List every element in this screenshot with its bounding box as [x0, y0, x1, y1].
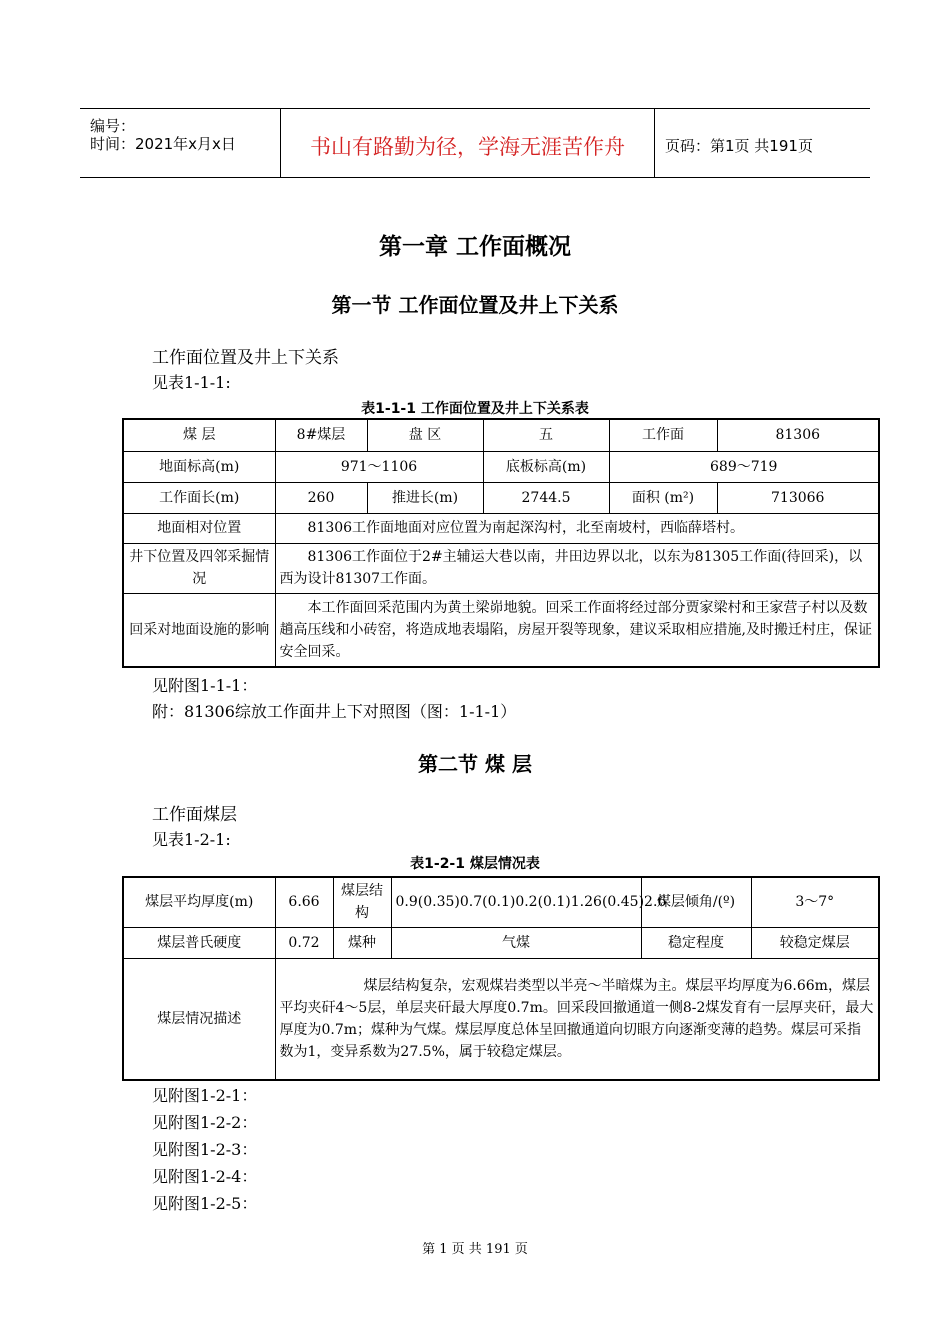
- fig-ref: 见附图1-2-2：: [152, 1113, 258, 1132]
- table-cell: 煤层倾角/(º): [641, 877, 751, 927]
- table-row: [123, 419, 879, 451]
- table-cell: 回采对地面设施的影响: [123, 593, 275, 667]
- table-row: [123, 877, 879, 927]
- table-cell: 煤层普氏硬度: [123, 927, 275, 958]
- table-cell: 面积 (m²): [609, 482, 717, 513]
- page-header: [80, 108, 870, 178]
- fig-ref: 见附图1-2-5：: [152, 1194, 258, 1213]
- table-row: [123, 513, 879, 543]
- table-row: [123, 543, 879, 593]
- table-cell: 8#煤层: [275, 419, 367, 451]
- table-cell: 260: [275, 482, 367, 513]
- doc-number-label: 编号：: [90, 117, 136, 135]
- table-cell: 稳定程度: [641, 927, 751, 958]
- table-cell: 五: [483, 419, 609, 451]
- fig-ref: 见附图1-2-3：: [152, 1140, 258, 1159]
- header-page-cell: [655, 109, 870, 177]
- table-cell: 气煤: [391, 927, 641, 958]
- table-row: [123, 451, 879, 482]
- table-row: [123, 482, 879, 513]
- table-cell: 6.66: [275, 877, 333, 927]
- table-1-1-1: [122, 418, 880, 668]
- table-cell: 0.72: [275, 927, 333, 958]
- table-cell: 较稳定煤层: [751, 927, 879, 958]
- table-cell: 煤层结构: [333, 877, 391, 927]
- page-info: 页码：第1页 共191页: [665, 137, 813, 155]
- table2-caption: 表1-2-1 煤层情况表: [410, 856, 540, 872]
- table-cell: 工作面长(m): [123, 482, 275, 513]
- table-cell: 本工作面回采范围内为黄土梁峁地貌。回采工作面将经过部分贾家梁村和王家营子村以及数趟高压线和小砖窑，将造成地表塌陷，房屋开裂等现象，建议采取相应措施,及时搬迁村庄，保证安全回采。: [275, 593, 879, 667]
- section1-see-fig: 见附图1-1-1：: [152, 676, 258, 695]
- table1-caption: 表1-1-1 工作面位置及井上下关系表: [361, 401, 589, 417]
- table-cell: 0.9(0.35)0.7(0.1)0.2(0.1)1.26(0.45)2.6: [391, 877, 641, 927]
- table-row: [123, 927, 879, 958]
- table-cell: 煤层平均厚度(m): [123, 877, 275, 927]
- section2-title: 第二节 煤 层: [418, 752, 532, 776]
- table-cell: 地面相对位置: [123, 513, 275, 543]
- chapter-title: 第一章 工作面概况: [378, 234, 571, 260]
- doc-time-label: 时间：2021年x月x日: [90, 135, 236, 153]
- table-cell: 689～719: [609, 451, 879, 482]
- fig-ref: 见附图1-2-1：: [152, 1086, 258, 1105]
- table-cell: 2744.5: [483, 482, 609, 513]
- header-meta: [80, 109, 281, 177]
- table-cell: 地面标高(m): [123, 451, 275, 482]
- section1-title: 第一节 工作面位置及井上下关系: [331, 293, 619, 317]
- table-cell: 煤种: [333, 927, 391, 958]
- section2-subhead: 工作面煤层: [152, 805, 237, 825]
- table-1-2-1: [122, 876, 880, 1081]
- section1-see-table: 见表1-1-1:: [152, 373, 231, 392]
- table-cell: 盘 区: [367, 419, 483, 451]
- table-cell: 煤 层: [123, 419, 275, 451]
- section1-attach: 附：81306综放工作面井上下对照图（图：1-1-1）: [152, 702, 517, 721]
- table-row: [123, 593, 879, 667]
- section1-subhead: 工作面位置及井上下关系: [152, 348, 339, 368]
- table-cell: 底板标高(m): [483, 451, 609, 482]
- table-row: [123, 958, 879, 1080]
- page-footer: 第 1 页 共 191 页: [422, 1242, 528, 1257]
- table-cell: 工作面: [609, 419, 717, 451]
- table-cell: 81306工作面位于2#主辅运大巷以南，井田边界以北，以东为81305工作面(待回采)，以西为设计81307工作面。: [275, 543, 879, 593]
- table-cell: 井下位置及四邻采掘情况: [123, 543, 275, 593]
- table-cell: 81306: [717, 419, 879, 451]
- table-cell: 81306工作面地面对应位置为南起深沟村，北至南坡村，西临薛塔村。: [275, 513, 879, 543]
- table-cell: 推进长(m): [367, 482, 483, 513]
- table-cell: 713066: [717, 482, 879, 513]
- table-cell: 3～7°: [751, 877, 879, 927]
- table-cell: 971～1106: [275, 451, 483, 482]
- fig-ref: 见附图1-2-4：: [152, 1167, 258, 1186]
- motto: 书山有路勤为径，学海无涯苦作舟: [310, 135, 625, 159]
- table-cell: 煤层情况描述: [123, 958, 275, 1080]
- table-cell: 煤层结构复杂，宏观煤岩类型以半亮～半暗煤为主。煤层平均厚度为6.66m，煤层平均夹矸4～5层，单层夹矸最大厚度0.7m。回采段回撤通道一侧8-2煤发育有一层厚夹矸，最大厚度为0.7m；煤种为气煤。煤层厚度总体呈回撤通道向切眼方向逐渐变薄的趋势。煤层可采指数为1，变异系数为27.5%，属于较稳定煤层。: [275, 958, 879, 1080]
- header-motto-cell: [281, 109, 655, 177]
- section2-see-table: 见表1-2-1:: [152, 830, 231, 849]
